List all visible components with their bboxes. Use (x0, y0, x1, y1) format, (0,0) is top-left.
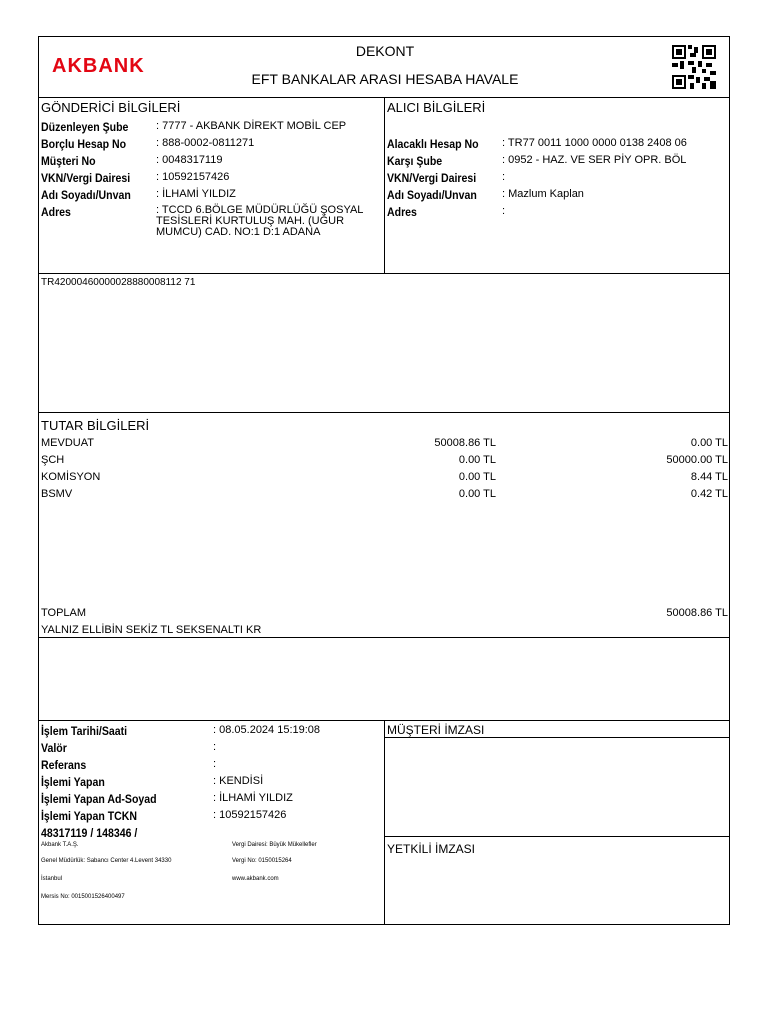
divider (384, 97, 385, 273)
amount-col1: 0.00 TL (458, 454, 496, 466)
bank-logo: AKBANK (52, 55, 145, 77)
receiver-label: Adres (387, 205, 417, 219)
sender-label: Borçlu Hesap No (41, 137, 127, 151)
transaction-value: : (213, 741, 217, 753)
footer-city: İstanbul (41, 876, 63, 882)
customer-signature-heading: MÜŞTERİ İMZASI (387, 723, 485, 737)
transfer-description: TR42000460000028880008112 71 (41, 277, 196, 288)
sender-heading: GÖNDERİCİ BİLGİLERİ (41, 100, 181, 115)
sender-value: : İLHAMİ YILDIZ (156, 188, 236, 200)
transaction-label: İşlem Tarihi/Saati (41, 724, 128, 738)
amount-col1: 50008.86 TL (434, 437, 496, 449)
transaction-label: Valör (41, 741, 67, 755)
amount-col2: 0.00 TL (690, 437, 728, 449)
receiver-value: : Mazlum Kaplan (502, 188, 584, 200)
divider (38, 637, 730, 638)
transaction-label: İşlemi Yapan (41, 775, 105, 789)
transaction-label: İşlemi Yapan TCKN (41, 809, 138, 823)
receiver-label: Karşı Şube (387, 154, 443, 168)
amount-label: BSMV (41, 488, 73, 500)
amount-label: KOMİSYON (41, 471, 101, 483)
amount-col2: 0.42 TL (690, 488, 728, 500)
amount-col1: 0.00 TL (458, 488, 496, 500)
sender-value: : 0048317119 (156, 154, 223, 166)
amount-label: MEVDUAT (41, 437, 94, 449)
amount-in-words: YALNIZ ELLİBİN SEKİZ TL SEKSENALTI KR (41, 624, 262, 636)
sender-value: : 7777 - AKBANK DİREKT MOBİL CEP (156, 120, 347, 132)
transaction-value: : 08.05.2024 15:19:08 (213, 724, 321, 736)
receiver-label: Alacaklı Hesap No (387, 137, 479, 151)
receiver-label: Adı Soyadı/Unvan (387, 188, 477, 202)
footer-hq: Genel Müdürlük: Sabancı Center 4.Levent 34330 (41, 858, 172, 864)
total-value: 50008.86 TL (666, 607, 728, 619)
receiver-value: : TR77 0011 1000 0000 0138 2408 06 (502, 137, 687, 149)
footer-company: Akbank T.A.Ş. (41, 842, 79, 848)
divider (38, 273, 730, 274)
receiver-value: : 0952 - HAZ. VE SER PİY OPR. BÖL (502, 154, 687, 166)
document-title: DEKONT (355, 43, 415, 59)
amount-label: ŞCH (41, 454, 65, 466)
transaction-value: : (213, 758, 217, 770)
amounts-heading: TUTAR BİLGİLERİ (41, 418, 150, 433)
transaction-value: : İLHAMİ YILDIZ (213, 792, 293, 804)
sender-value: : 888-0002-0811271 (156, 137, 255, 149)
transaction-label: İşlemi Yapan Ad-Soyad (41, 792, 157, 806)
amount-col2: 50000.00 TL (666, 454, 728, 466)
receiver-value: : (502, 171, 506, 183)
sender-address: : TCCD 6.BÖLGE MÜDÜRLÜĞÜ ŞOSYAL TESİSLERİ KURTULUŞ MAH. (UĞUR MUMCU) CAD. NO:1 D:1 ADANA (156, 204, 364, 238)
document-subtitle: EFT BANKALAR ARASI HESABA HAVALE (251, 71, 519, 87)
divider (384, 720, 385, 925)
qr-code-icon (672, 45, 716, 89)
receiver-value: : (502, 205, 506, 217)
footer-tax-office: Vergi Dairesi: Büyük Mükellefler (232, 842, 317, 848)
footer-tax-no: Vergi No: 0150015264 (232, 858, 292, 864)
footer-website: www.akbank.com (232, 876, 279, 882)
transaction-code: 48317119 / 148346 / (41, 826, 138, 840)
sender-value: : 10592157426 (156, 171, 230, 183)
receiver-heading: ALICI BİLGİLERİ (387, 100, 486, 115)
divider (38, 412, 730, 413)
sender-label: Adı Soyadı/Unvan (41, 188, 131, 202)
receiver-label: VKN/Vergi Dairesi (387, 171, 477, 185)
authorized-signature-heading: YETKİLİ İMZASI (387, 842, 476, 856)
sender-label: Müşteri No (41, 154, 96, 168)
sender-label: Adres (41, 205, 71, 219)
amount-col1: 0.00 TL (458, 471, 496, 483)
divider (384, 737, 730, 738)
transaction-value: : KENDİSİ (213, 775, 264, 787)
sender-label: VKN/Vergi Dairesi (41, 171, 131, 185)
transaction-label: Referans (41, 758, 87, 772)
amount-col2: 8.44 TL (690, 471, 728, 483)
transaction-value: : 10592157426 (213, 809, 287, 821)
footer-mersis: Mersis No: 0015001526400497 (41, 894, 125, 900)
divider (384, 836, 730, 837)
total-label: TOPLAM (41, 607, 87, 619)
sender-label: Düzenleyen Şube (41, 120, 129, 134)
